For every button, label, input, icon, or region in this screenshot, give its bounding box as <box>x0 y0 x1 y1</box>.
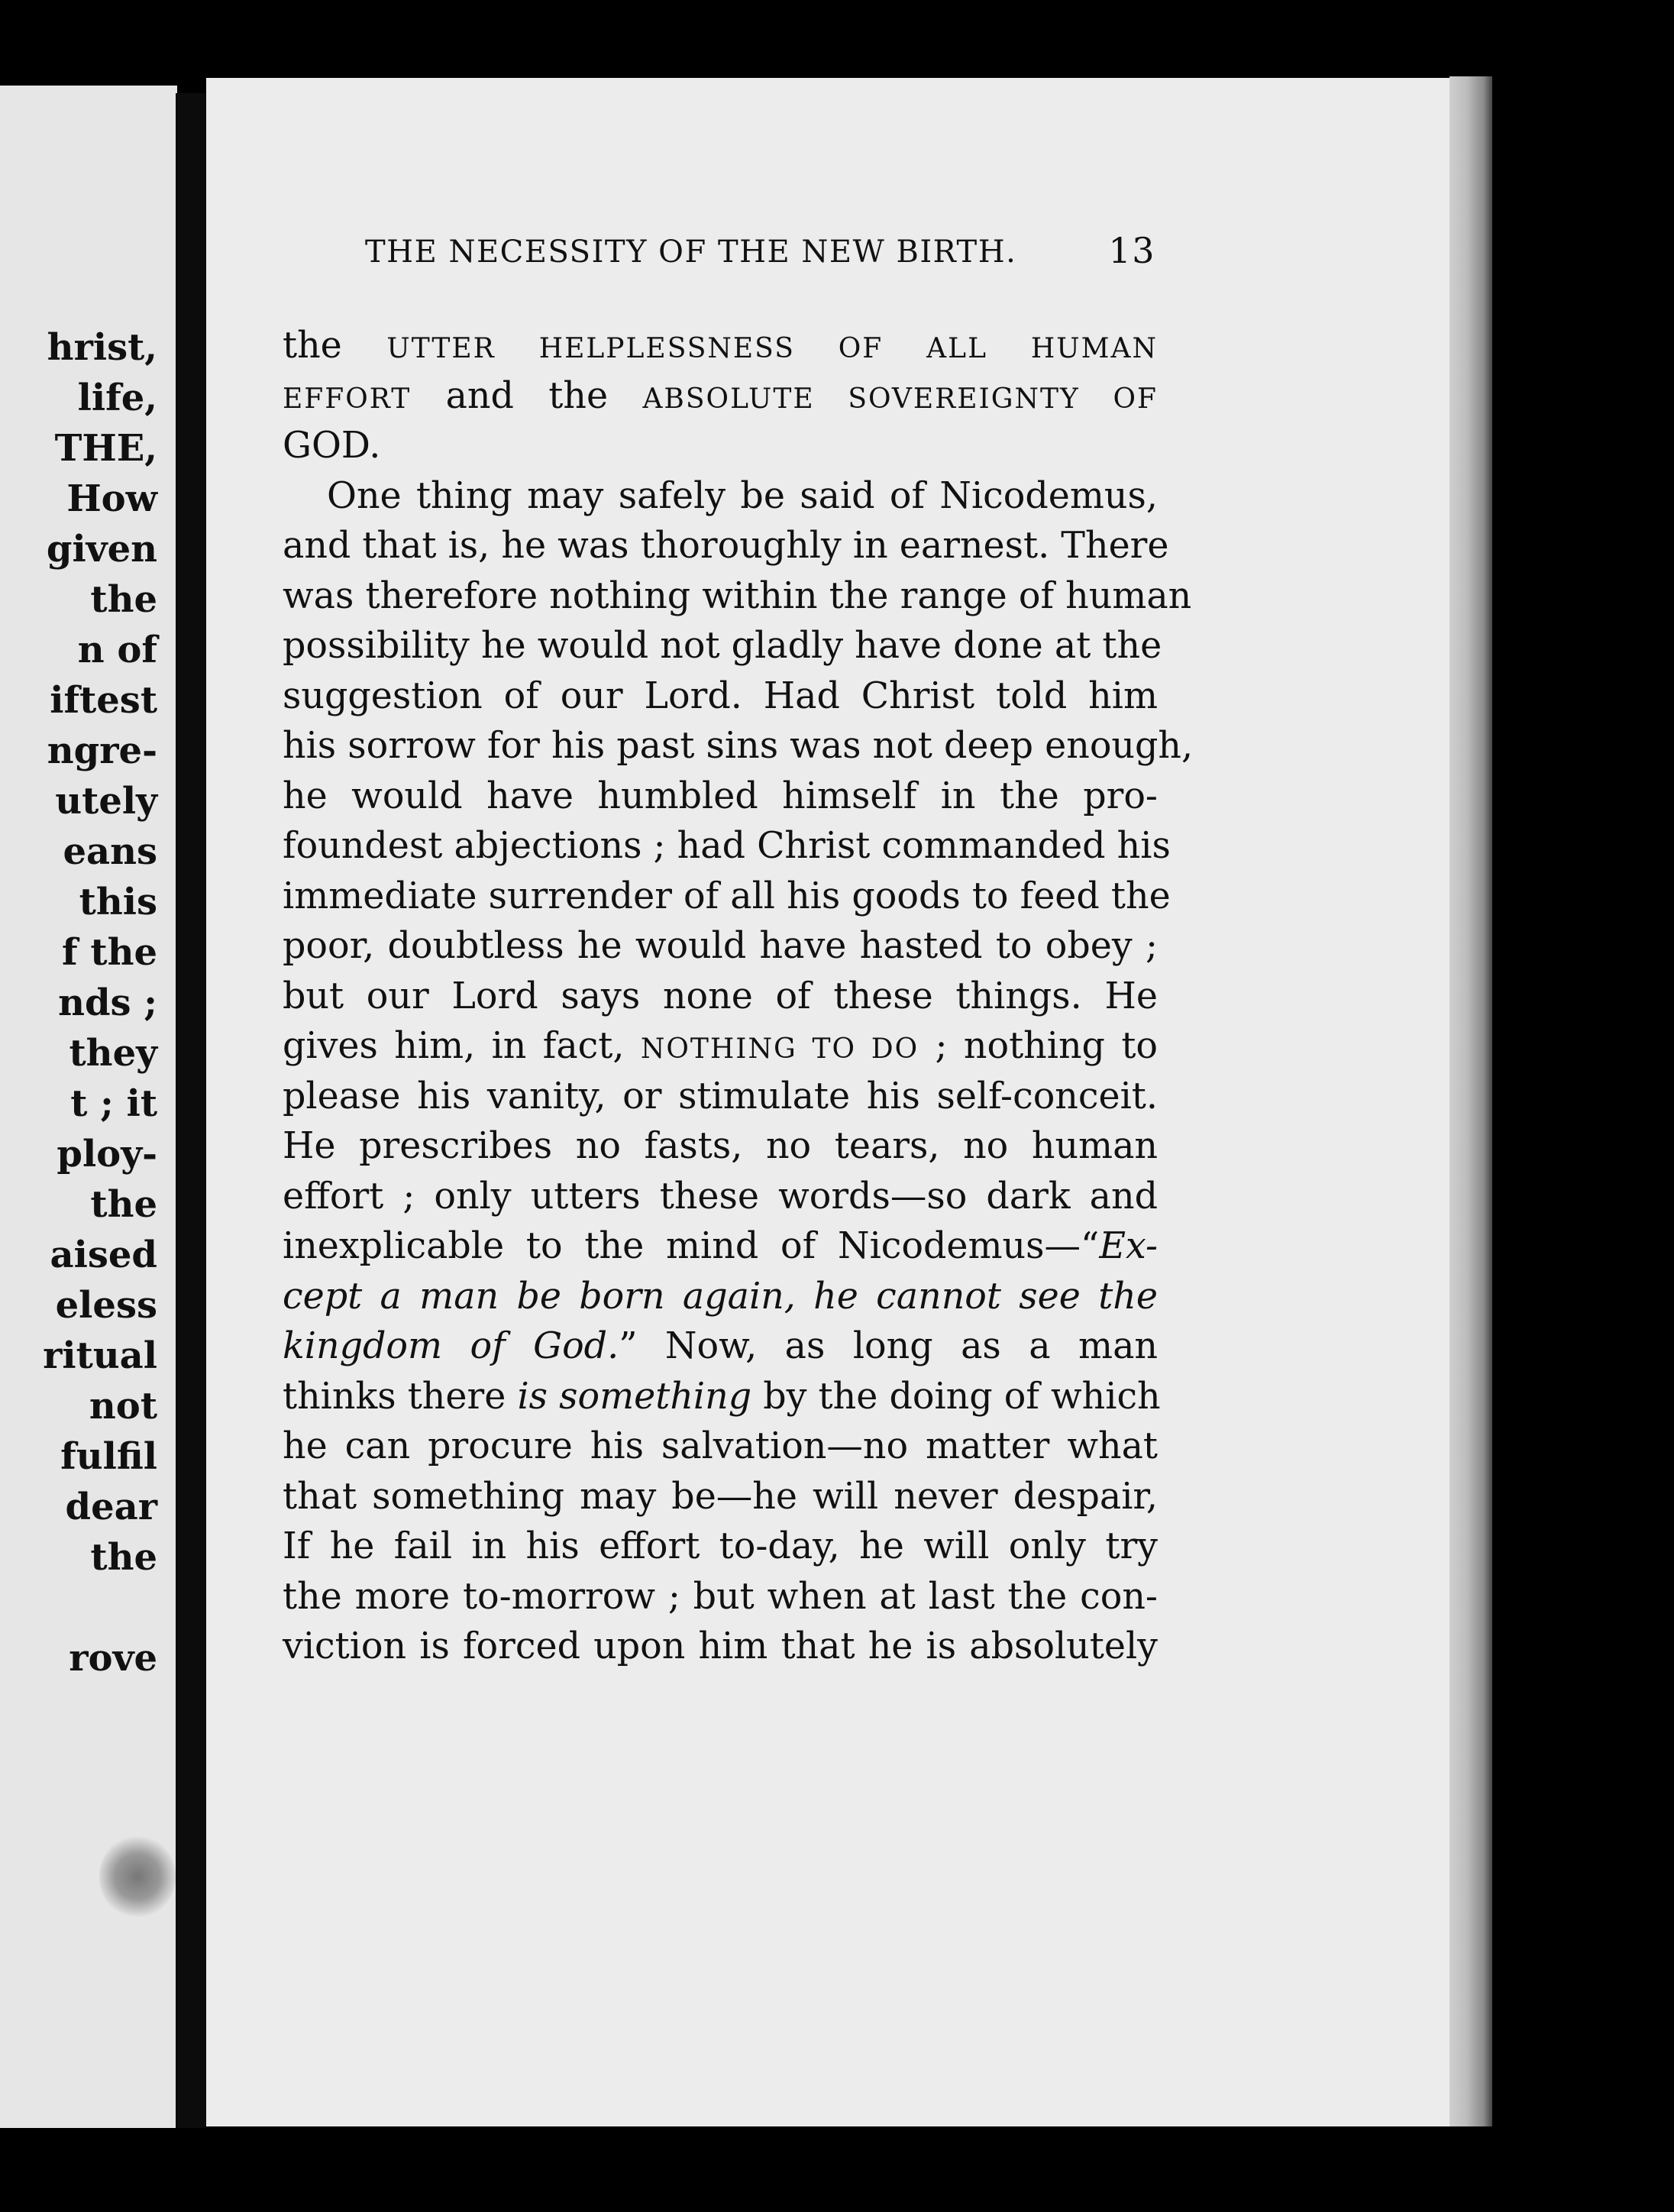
text-line <box>283 321 1158 371</box>
text-line: poor, doubtless he would have hasted to obey ; <box>283 925 1158 967</box>
italic-span: kingdom of God. <box>283 1325 619 1367</box>
facing-line: they <box>69 1032 157 1075</box>
text-span: and the <box>411 374 643 417</box>
text-line: effort ; only utters these words—so dark and <box>283 1175 1158 1218</box>
text-line: viction is forced upon him that he is absolutely <box>283 1625 1158 1667</box>
italic-span: is something <box>517 1375 752 1418</box>
facing-line: dear <box>65 1486 157 1528</box>
text-span: thinks there <box>283 1375 518 1418</box>
facing-line: iftest <box>50 679 157 722</box>
text-line: possibility he would not gladly have done at the <box>283 625 1162 667</box>
facing-line: ploy- <box>57 1133 157 1176</box>
text-line <box>283 1372 1161 1422</box>
facing-line: hrist, <box>47 326 157 369</box>
facing-line: eans <box>63 830 157 873</box>
page-number: 13 <box>1108 230 1155 271</box>
text-line: he would have humbled himself in the pro- <box>283 775 1158 817</box>
text-line: he can procure his salvation—no matter what <box>283 1425 1158 1467</box>
page-edge <box>1449 76 1492 2126</box>
running-title: THE NECESSITY OF THE NEW BIRTH. <box>365 234 1017 270</box>
facing-line: utely <box>55 780 157 823</box>
facing-line: aised <box>50 1234 157 1276</box>
facing-line: fulfil <box>60 1435 157 1478</box>
text-line: that something may be—he will never despair, <box>283 1475 1158 1518</box>
facing-line: ritual <box>43 1334 157 1377</box>
text-line: If he fail in his effort to-day, he will only try <box>283 1525 1158 1567</box>
small-caps-span: ABSOLUTE SOVEREIGNTY OF <box>642 383 1158 415</box>
text-line: He prescribes no fasts, no tears, no human <box>283 1125 1158 1167</box>
running-header <box>365 230 1155 280</box>
facing-line: the <box>90 1536 157 1579</box>
facing-line <box>43 1583 157 1633</box>
text-line: please his vanity, or stimulate his self-conceit. <box>283 1075 1158 1117</box>
text-line: suggestion of our Lord. Had Christ told him <box>283 674 1158 717</box>
text-line <box>283 371 1158 422</box>
facing-line: n of <box>77 629 157 671</box>
text-line <box>283 1321 1158 1372</box>
italic-span: cept a man be born again, he cannot see the <box>283 1275 1158 1318</box>
text-line <box>283 1221 1158 1272</box>
small-caps-span: NOTHING TO DO <box>640 1033 919 1065</box>
facing-line: f the <box>62 931 157 974</box>
ink-smudge <box>99 1835 176 1919</box>
book-gutter <box>176 93 208 2128</box>
text-span: the <box>283 325 387 367</box>
facing-line: life, <box>77 377 157 419</box>
text-line: was therefore nothing within the range of human <box>283 574 1192 617</box>
facing-line: given <box>46 528 157 571</box>
text-line <box>283 1021 1158 1072</box>
text-span: GOD. <box>283 425 381 467</box>
facing-line: eless <box>55 1284 157 1327</box>
italic-span: Ex- <box>1099 1225 1158 1267</box>
text-line: his sorrow for his past sins was not deep enough, <box>283 725 1194 767</box>
facing-line: the <box>90 578 157 621</box>
facing-line: ngre- <box>47 729 157 772</box>
facing-line: the <box>90 1183 157 1226</box>
text-span: inexplicable to the mind of Nicodemus—“ <box>283 1225 1100 1267</box>
facing-page-text <box>43 322 157 1683</box>
text-line: the more to-morrow ; but when at last the con- <box>283 1575 1158 1618</box>
text-span: ; nothing to <box>919 1025 1159 1067</box>
body-text <box>283 321 1194 1672</box>
text-line: foundest abjections ; had Christ commanded his <box>283 825 1171 867</box>
facing-line: THE, <box>54 427 157 470</box>
facing-line: t ; it <box>70 1082 157 1125</box>
facing-line: not <box>89 1385 157 1428</box>
facing-line: How <box>66 477 157 520</box>
text-line: One thing may safely be said of Nicodemus, <box>327 474 1158 517</box>
small-caps-span: EFFORT <box>283 383 412 415</box>
facing-page-left <box>0 86 177 2128</box>
text-span: ” Now, as long as a man <box>619 1325 1158 1367</box>
facing-line: nds ; <box>58 981 157 1024</box>
small-caps-span: UTTER HELPLESSNESS OF ALL HUMAN <box>386 333 1158 364</box>
text-line: immediate surrender of all his goods to feed the <box>283 875 1171 917</box>
text-line: but our Lord says none of these things. He <box>283 975 1158 1017</box>
facing-line: rove <box>69 1637 157 1680</box>
text-span: gives him, in fact, <box>283 1025 641 1067</box>
text-line: and that is, he was thoroughly in earnest. There <box>283 525 1169 567</box>
text-line <box>283 1272 1158 1322</box>
facing-line: this <box>79 881 157 923</box>
text-span: by the doing of which <box>751 1375 1161 1418</box>
text-line <box>283 421 1158 471</box>
